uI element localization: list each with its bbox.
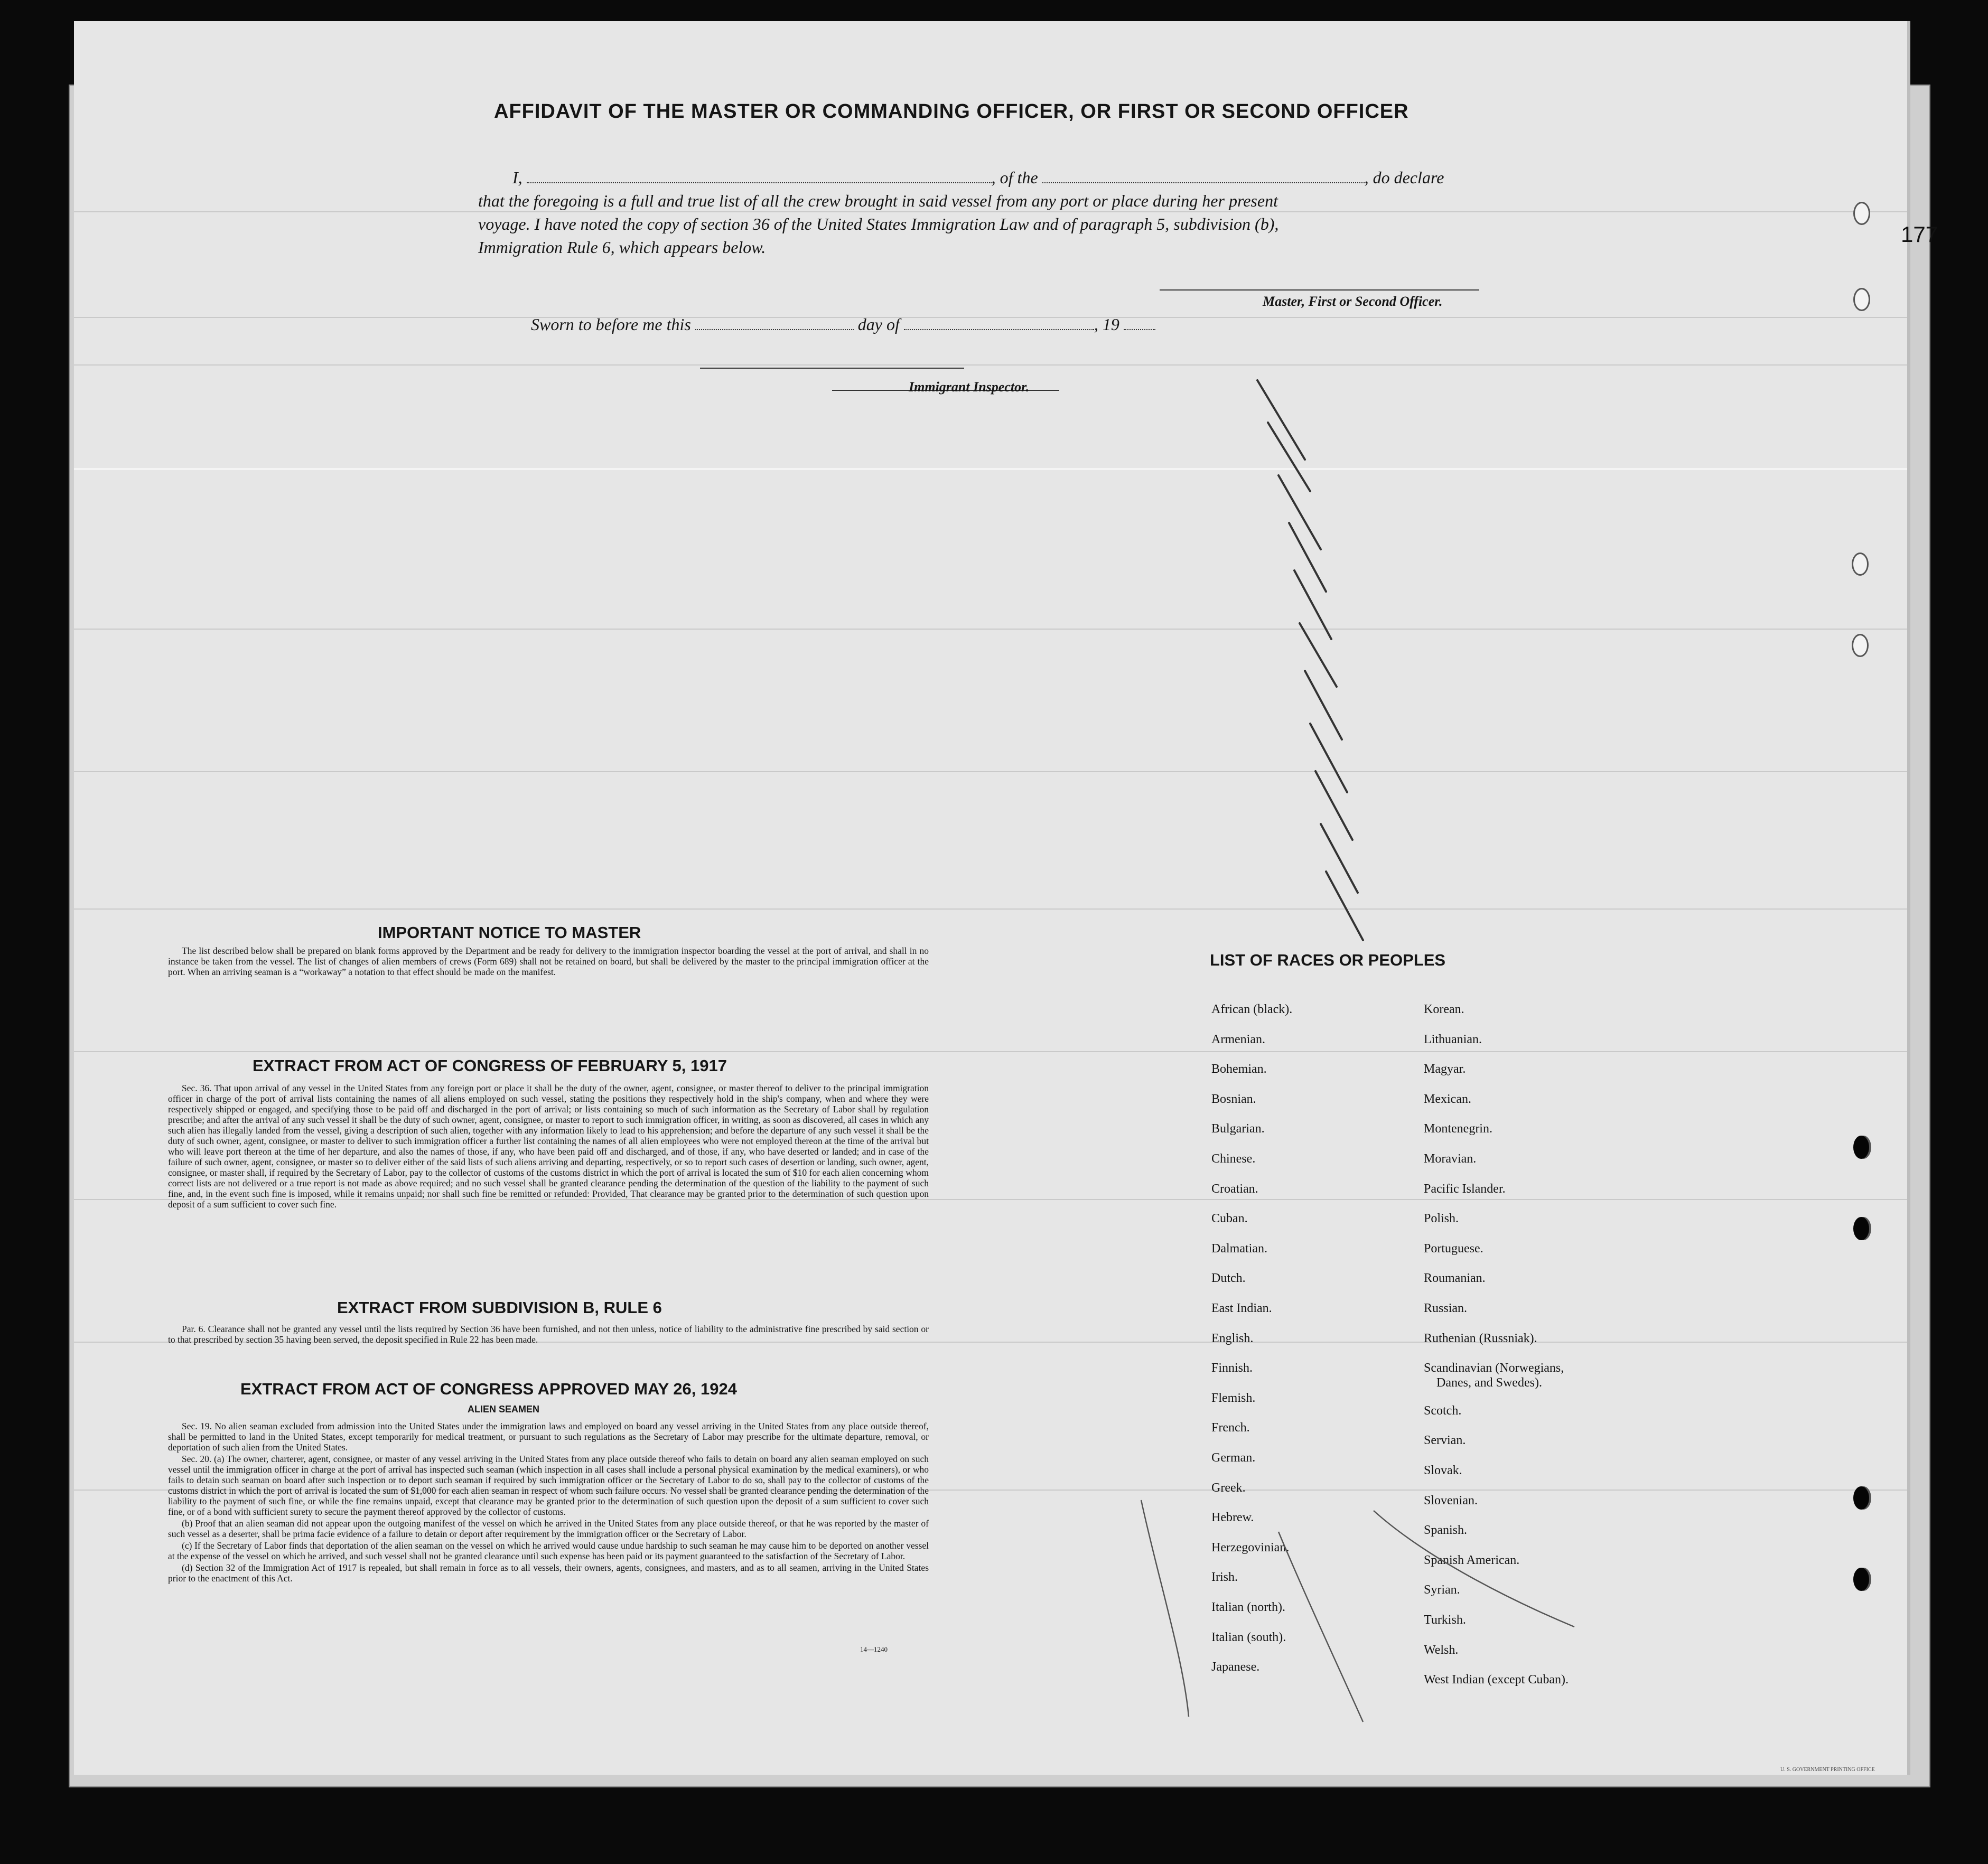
race-item: Finnish. (1211, 1361, 1253, 1375)
check-mark (1289, 523, 1326, 592)
race-item: Croatian. (1211, 1182, 1258, 1196)
form-number: 14—1240 (860, 1645, 888, 1653)
race-item: Bulgarian. (1211, 1122, 1265, 1136)
affidavit-of-the: , of the (991, 168, 1038, 187)
race-item: Lithuanian. (1424, 1032, 1482, 1046)
affidavit-title: AFFIDAVIT OF THE MASTER OR COMMANDING OFFICER, OR FIRST OR SECOND OFFICER (494, 100, 1409, 123)
race-item: Armenian. (1211, 1032, 1265, 1046)
race-item: Welsh. (1424, 1643, 1459, 1657)
race-item: Montenegrin. (1424, 1122, 1492, 1136)
race-item: Syrian. (1424, 1583, 1460, 1597)
section-20c-text: (c) If the Secretary of Labor finds that deportation of the alien seaman on the vessel on which he arrived would cause undue hardship to such seaman he may cause him to be deported on another vessel at the expense of the vessel on which he arrived, and such vessel shall not be granted clearance until such expense has been paid or its payment guaranteed to the satisfaction of the Secretary of Labor. (168, 1540, 929, 1561)
race-item: Spanish American. (1424, 1553, 1520, 1567)
race-item: Herzegovinian. (1211, 1540, 1290, 1554)
race-item: Roumanian. (1424, 1271, 1486, 1286)
race-item: Scotch. (1424, 1403, 1462, 1418)
race-item: Slovenian. (1424, 1493, 1478, 1507)
race-item: French. (1211, 1421, 1250, 1435)
race-item: German. (1211, 1451, 1256, 1465)
race-item: African (black). (1211, 1003, 1293, 1016)
race-item: Italian (south). (1211, 1630, 1286, 1644)
race-item: English. (1211, 1331, 1254, 1345)
pencil-stroke (1141, 1500, 1189, 1717)
section-20d-text: (d) Section 32 of the Immigration Act of 1917 is repealed, but shall remain in force as to all vessels, their owners, agents, consignees, and masters, and as to all seamen, arriving in the United States prior to the enactment of this Act. (168, 1562, 929, 1584)
notice-title: IMPORTANT NOTICE TO MASTER (378, 923, 641, 942)
extract-rule6-title: EXTRACT FROM SUBDIVISION B, RULE 6 (337, 1298, 662, 1317)
check-mark (1294, 570, 1331, 639)
check-mark (1321, 824, 1358, 893)
race-item: Servian. (1424, 1434, 1466, 1448)
race-item: Polish. (1424, 1212, 1459, 1226)
sworn-text: Sworn to before me this (531, 315, 691, 334)
race-item: West Indian (except Cuban). (1424, 1673, 1569, 1687)
race-item: Bohemian. (1211, 1062, 1267, 1076)
race-item: Danes, and Swedes). (1436, 1376, 1542, 1390)
inspector-label: Immigrant Inspector. (909, 379, 1030, 395)
page-number: 177 (1901, 222, 1938, 247)
race-item: Moravian. (1424, 1152, 1477, 1166)
sworn-day-of: day of (857, 315, 900, 334)
race-item: Ruthenian (Russniak). (1424, 1331, 1537, 1345)
pencil-stroke (1374, 1511, 1574, 1627)
race-item: Russian. (1424, 1301, 1468, 1315)
check-mark (1326, 872, 1363, 940)
race-item: Flemish. (1211, 1391, 1256, 1405)
race-item: Portuguese. (1424, 1241, 1483, 1256)
affidavit-i: I, (512, 168, 522, 187)
check-mark (1278, 475, 1321, 549)
race-item: Korean. (1424, 1003, 1464, 1016)
race-item: Turkish. (1424, 1613, 1466, 1627)
races-title: LIST OF RACES OR PEOPLES (1210, 951, 1446, 969)
race-item: Spanish. (1424, 1523, 1468, 1538)
race-item: Slovak. (1424, 1464, 1462, 1477)
notice-text: The list described below shall be prepared on blank forms approved by the Department and be ready for delivery to the immigration inspector boarding the vessel at the port of arrival, and shall in no instance be taken from the vessel. The list of changes of alien members of crews (Form 689) shall not be retained on board, but shall be delivered by the master to the principal immigration officer at the port. When an arriving seaman is a “workaway” a notation to that effect should be made on the manifest. (168, 945, 929, 977)
race-item: Greek. (1211, 1481, 1246, 1495)
affidavit-line-3: voyage. I have noted the copy of section 36 of the United States Immigration Law and of paragraph 5, subdivision (b), (478, 214, 1279, 233)
race-item: Japanese. (1211, 1660, 1260, 1674)
race-item: Dutch. (1211, 1271, 1246, 1286)
section-36-text: Sec. 36. That upon arrival of any vessel in the United States from any foreign port or place it shall be the duty of the owner, agent, consignee, or master thereof to deliver to the principal immigration officer in charge of the port of arrival lists containing the names of all aliens employed on such vessel, stating the positions they respectively hold in the ship's company, when and where they were respectively shipped or engaged, and specifying those to be paid off and discharged in the port of arrival; or lists containing so much of such information as the Secretary of Labor shall by regulation prescribe; and after the arrival of any such vessel it shall be the duty of such owner, agent, consignee, or master to report to such immigration officer, in writing, as soon as discovered, all cases in which any such alien has illegally landed from the vessel, giving a description of such alien, together with any information likely to lead to his apprehension; and before the departure of any such vessel it shall be the duty of such owner, agent, consignee, or master to deliver to such immigration officer a further list containing the names of all alien employees who were not employed thereon at the time of the arrival but who will leave port thereon at the time of her departure, and also the names of those, if any, who have been paid off and discharged, and of those, if any, who have deserted or landed; and in case of the failure of such owner, agent, consignee, or master so to deliver either of the said lists of such aliens arriving and departing, respectively, or so to report such cases of desertion or landing, such owner, agent, consignee, or master shall, if required by the Secretary of Labor, pay to the collector of customs of the customs district in which the port of arrival is located the sum of $10 for each alien concerning whom correct lists are not delivered or a true report is not made as above required; and no such vessel shall be granted clearance pending the determination of the question of the liability to the payment of such fine, and, in the event such fine is imposed, while it remains unpaid; nor shall such fine be remitted or refunded: Provided, That clearance may be granted prior to the determination of such question upon deposit of a sum sufficient to cover such fine. (168, 1083, 929, 1210)
race-item: Chinese. (1211, 1152, 1256, 1166)
master-label: Master, First or Second Officer. (1263, 294, 1443, 309)
check-mark (1257, 380, 1305, 460)
affidavit-declare: , do declare (1364, 168, 1444, 187)
race-item: Mexican. (1424, 1092, 1471, 1106)
check-mark (1315, 771, 1352, 840)
section-19-text: Sec. 19. No alien seaman excluded from admission into the United States under the immigration laws and employed on board any vessel arriving in the United States from any place outside thereof, shall be permitted to land in the United States, except temporarily for medical treatment, or pursuant to such regulations as the Secretary of Labor may prescribe for the ultimate departure, removal, or deportation of such alien from the United States. (168, 1421, 929, 1453)
race-item: Dalmatian. (1211, 1241, 1267, 1256)
section-20b-text: (b) Proof that an alien seaman did not appear upon the outgoing manifest of the vessel on which he arrived in the United States from any place outside thereof, or that he was reported by the master of such vessel as a deserter, shall be prima facie evidence of a failure to detain or deport after requirement by the immigration officer or the Secretary of Labor. (168, 1518, 929, 1539)
race-item: Magyar. (1424, 1062, 1466, 1076)
rule6-text: Par. 6. Clearance shall not be granted any vessel until the lists required by Section 36 have been furnished, and not then unless, notice of liability to the administrative fine prescribed by said section or to that prescribed by section 35 having been served, the deposit specified in Rule 22 has been made. (168, 1324, 929, 1345)
extract-1924-title: EXTRACT FROM ACT OF CONGRESS APPROVED MAY 26, 1924 (240, 1380, 737, 1398)
sworn-year: , 19 (1094, 315, 1119, 334)
race-item: Italian (north). (1211, 1600, 1285, 1614)
race-item: Bosnian. (1211, 1092, 1256, 1106)
check-mark (1310, 724, 1347, 792)
race-item: Hebrew. (1211, 1511, 1254, 1525)
race-item: Scandinavian (Norwegians, (1424, 1361, 1564, 1375)
race-item: East Indian. (1211, 1301, 1272, 1315)
affidavit-line-2: that the foregoing is a full and true list of all the crew brought in said vessel from any port or place during her present (478, 191, 1278, 210)
affidavit-line-4: Immigration Rule 6, which appears below. (478, 238, 766, 257)
extract-1917-title: EXTRACT FROM ACT OF CONGRESS OF FEBRUARY 5, 1917 (253, 1056, 727, 1075)
check-mark (1305, 671, 1342, 739)
check-mark (1300, 623, 1337, 687)
race-item: Pacific Islander. (1424, 1182, 1506, 1196)
printer-mark: U. S. GOVERNMENT PRINTING OFFICE (1780, 1767, 1875, 1773)
section-20a-text: Sec. 20. (a) The owner, charterer, agent, consignee, or master of any vessel arriving in the United States from any place outside thereof who fails to detain on board any alien seaman employed on such vessel until the immigration officer in charge at the port of arrival has inspected such seaman (which inspection in all cases shall include a personal physical examination by the medical examiners), or who fails to detain such seaman on board after such inspection or to deport such seaman if required by such immigration officer or the Secretary of Labor to do so, shall pay to the collector of customs of the customs district in which the port of arrival is located the sum of $1,000 for each alien seaman in respect of whom such failure occurs. No vessel shall be granted clearance pending the determination of the liability to the payment of such fine, or while the fine remains unpaid, except that clearance may be granted prior to the determination of such question upon the deposit of a sum sufficient to cover such fine, or of a bond with sufficient surety to secure the payment thereof approved by the collector of customs. (168, 1454, 929, 1517)
alien-seamen-subtitle: ALIEN SEAMEN (468, 1404, 540, 1415)
pencil-stroke (1278, 1532, 1363, 1722)
race-item: Cuban. (1211, 1212, 1248, 1226)
race-item: Irish. (1211, 1570, 1238, 1585)
